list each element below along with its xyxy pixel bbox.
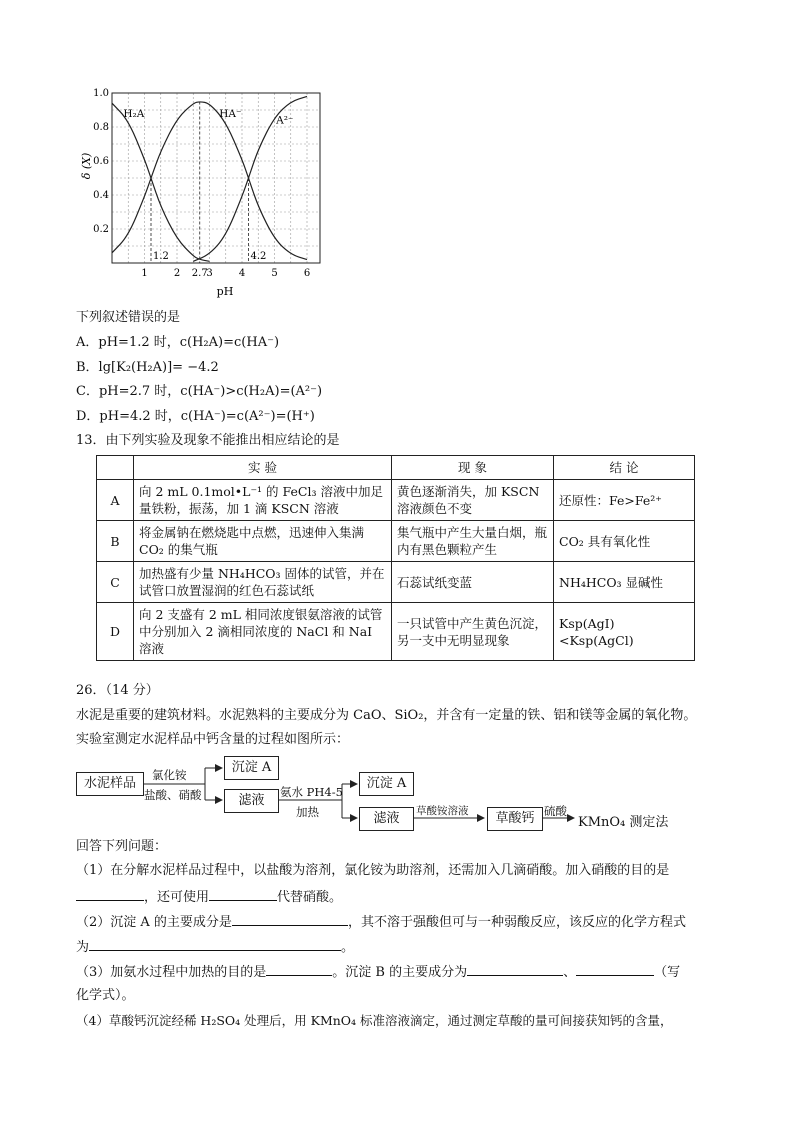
x-axis-label: pH: [216, 285, 234, 298]
flow-reagent1-top: 氯化铵: [152, 768, 187, 782]
answer-blank[interactable]: [76, 887, 144, 901]
row-conclusion: NH₄HCO₃ 显碱性: [554, 562, 695, 603]
q26-answer-prompt: 回答下列问题：: [76, 839, 168, 854]
row-label: B: [97, 521, 134, 562]
x-tick-label: 3: [206, 268, 213, 279]
q26-part2-text-b: ，其不溶于强酸但可与一种弱酸反应，该反应的化学方程式: [347, 915, 686, 930]
q26-part1-text-c: 代替硝酸。: [277, 890, 343, 905]
y-tick-label: 1.0: [93, 88, 109, 99]
flow-precipitate-a-1: 沉淀 A: [224, 756, 279, 780]
q26-part3-text-b: 。沉淀 B 的主要成分为: [332, 965, 468, 980]
x-tick-label: 6: [303, 268, 311, 279]
y-tick-label: 0.8: [93, 122, 109, 133]
row-phenomenon: 集气瓶中产生大量白烟，瓶内有黑色颗粒产生: [392, 521, 554, 562]
header-conclusion: 结 论: [554, 456, 695, 480]
flow-sample-box: 水泥样品: [76, 772, 144, 796]
q26-part3-text-a: （3）加氨水过程中加热的目的是: [76, 965, 267, 980]
row-experiment: 向 2 mL 0.1mol•L⁻¹ 的 FeCl₃ 溶液中加足量铁粉，振荡，加 1 滴 KSCN 溶液: [134, 480, 392, 521]
q12-option-a: A．pH=1.2 时，c(H₂A)=c(HA⁻): [76, 335, 280, 350]
q26-part1-line2: [76, 887, 342, 907]
answer-blank[interactable]: [467, 962, 563, 976]
annotation-label: 1.2: [153, 251, 169, 262]
q26-part1-line1: （1）在分解水泥样品过程中，以盐酸为溶剂，氯化铵为助溶剂，还需加入几滴硝酸。加入硝酸的目的是: [76, 863, 670, 878]
row-conclusion: Ksp(AgI)<Ksp(AgCl): [554, 603, 695, 661]
row-phenomenon: 石蕊试纸变蓝: [392, 562, 554, 603]
answer-blank[interactable]: [266, 962, 332, 976]
q26-part3-line1: [76, 962, 680, 982]
q26-part3-line2: 化学式）。: [76, 988, 135, 1003]
q12-stem: 下列叙述错误的是: [76, 310, 181, 325]
q12-option-d: D．pH=4.2 时，c(HA⁻)=c(A²⁻)=(H⁺): [76, 409, 315, 424]
series-label: HA⁻: [219, 107, 242, 120]
q26-part2-text-c: 为: [76, 940, 90, 955]
answer-blank[interactable]: [232, 912, 348, 926]
row-label: C: [97, 562, 134, 603]
q26-part4: （4）草酸钙沉淀经稀 H₂SO₄ 处理后，用 KMnO₄ 标准溶液滴定，通过测定草酸的量可间接获知钙的含量，: [76, 1013, 673, 1028]
flow-final-method: KMnO₄ 测定法: [578, 815, 669, 830]
flow-precipitate-a-2: 沉淀 A: [359, 772, 414, 796]
q12-option-c: C．pH=2.7 时，c(HA⁻)>c(H₂A)=(A²⁻): [76, 384, 323, 399]
y-tick-label: 0.6: [93, 156, 109, 167]
q26-part2-text-d: 。: [341, 940, 355, 955]
x-tick-label: 2: [173, 268, 181, 279]
row-experiment: 将金属钠在燃烧匙中点燃，迅速伸入集满 CO₂ 的集气瓶: [134, 521, 392, 562]
y-tick-label: 0.4: [93, 190, 109, 201]
q26-part3-text-d: （写: [654, 965, 681, 980]
x-tick-label: 5: [271, 268, 278, 279]
row-experiment: 向 2 支盛有 2 mL 相同浓度银氨溶液的试管中分别加入 2 滴相同浓度的 NaCl 和 NaI 溶液: [134, 603, 392, 661]
header-experiment: 实 验: [134, 456, 392, 480]
y-axis-label: δ (X): [80, 152, 93, 180]
x-tick-label: 2.7: [191, 268, 208, 279]
q26-part2-text-a: （2）沉淀 A 的主要成分是: [76, 915, 232, 930]
row-label: D: [97, 603, 134, 661]
row-experiment: 加热盛有少量 NH₄HCO₃ 固体的试管，并在试管口放置湿润的红色石蕊试纸: [134, 562, 392, 603]
flow-product-box: 草酸钙: [487, 807, 543, 831]
answer-blank[interactable]: [576, 962, 654, 976]
row-conclusion: CO₂ 具有氧化性: [554, 521, 695, 562]
q26-part1-text-b: ，还可使用: [144, 890, 210, 905]
flow-filtrate-1: 滤液: [224, 789, 279, 813]
row-label: A: [97, 480, 134, 521]
row-phenomenon: 一只试管中产生黄色沉淀，另一支中无明显现象: [392, 603, 554, 661]
q12-option-b: B．lg[K₂(H₂A)]= −4.2: [76, 360, 219, 375]
answer-blank[interactable]: [89, 937, 341, 951]
flow-reagent2-bottom: 加热: [296, 805, 319, 819]
flow-reagent2-top: 氨水 PH4-5: [280, 785, 343, 799]
q13-stem: 13．由下列实验及现象不能推出相应结论的是: [76, 433, 340, 448]
q26-title: 26．（14 分）: [76, 683, 159, 698]
flow-filtrate-2: 滤液: [359, 807, 414, 831]
row-conclusion: 还原性：Fe>Fe²⁺: [554, 480, 695, 521]
flow-reagent1-bottom: 盐酸、硝酸: [144, 788, 202, 802]
row-phenomenon: 黄色逐渐消失，加 KSCN 溶液颜色不变: [392, 480, 554, 521]
x-tick-label: 4: [238, 268, 246, 279]
y-tick-label: 0.2: [93, 224, 109, 235]
header-phenomenon: 现 象: [392, 456, 554, 480]
q26-part3-text-c: 、: [563, 965, 577, 980]
x-tick-label: 1: [141, 268, 148, 279]
q26-intro-2: 实验室测定水泥样品中钙含量的过程如图所示：: [76, 732, 350, 747]
q26-part2-line1: [76, 912, 686, 932]
flow-reagent4: 硫酸: [544, 804, 567, 818]
q26-part2-line2: [76, 937, 354, 957]
q26-intro-1: 水泥是重要的建筑材料。水泥熟料的主要成分为 CaO、SiO₂，并含有一定量的铁、铝和镁等金属的氧化物。: [76, 708, 697, 723]
series-label: H₂A: [123, 107, 145, 120]
annotation-label: 4.2: [250, 251, 267, 262]
flow-reagent3: 草酸铵溶液: [416, 805, 469, 817]
answer-blank[interactable]: [209, 887, 277, 901]
series-label: A²⁻: [276, 114, 294, 127]
